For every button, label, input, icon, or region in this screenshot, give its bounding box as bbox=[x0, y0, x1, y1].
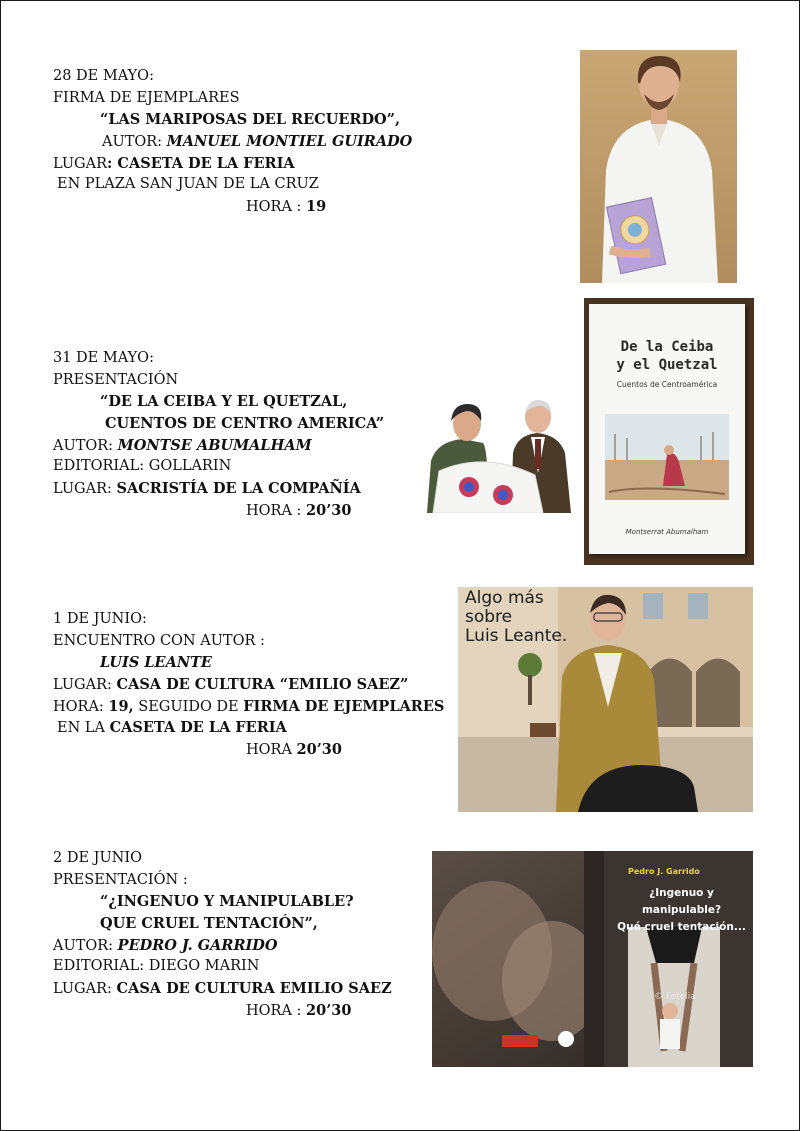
event-1-place2: EN PLAZA SAN JUAN DE LA CRUZ bbox=[57, 176, 319, 193]
leante-caption-3: Luis Leante. bbox=[465, 626, 568, 646]
event-1 bbox=[53, 66, 412, 218]
event-3-place: CASA DE CULTURA “EMILIO SAEZ” bbox=[116, 676, 409, 694]
event-3 bbox=[53, 609, 444, 761]
event-3-type: ENCUENTRO CON AUTOR : bbox=[53, 632, 265, 649]
ceiba-title-2: y el Quetzal bbox=[616, 357, 718, 373]
ingenuo-cover-illustration bbox=[432, 851, 753, 1067]
event-1-place-line bbox=[53, 153, 412, 175]
event-2-hora: 20’30 bbox=[306, 501, 352, 519]
event-1-date: 28 DE MAYO: bbox=[53, 68, 154, 84]
place2-prefix: EN LA bbox=[57, 720, 105, 737]
event-3-hora-line bbox=[53, 739, 444, 761]
event-2-author-line bbox=[53, 435, 384, 457]
event-4-title-1: “¿INGENUO Y MANIPULABLE? bbox=[100, 893, 354, 911]
ingenuo-title bbox=[614, 885, 749, 936]
event-2-editorial: EDITORIAL: GOLLARIN bbox=[53, 458, 232, 475]
ceiba-cover-illustration bbox=[605, 414, 729, 500]
event-2-place-line bbox=[53, 478, 384, 500]
event-4 bbox=[53, 848, 392, 1022]
book-cover-ceiba bbox=[584, 298, 754, 565]
event-3-place-line bbox=[53, 674, 444, 696]
ingenuo-author: Pedro J. Garrido bbox=[628, 867, 700, 876]
place-label: LUGAR: bbox=[53, 981, 112, 998]
event-1-type: FIRMA DE EJEMPLARES bbox=[53, 89, 240, 106]
event-2-title-1: “DE LA CEIBA Y EL QUETZAL, bbox=[100, 393, 348, 411]
leante-photo bbox=[458, 587, 753, 812]
event-4-hora-line bbox=[53, 1000, 392, 1022]
event-3-hora-detail bbox=[53, 696, 444, 718]
event-4-place-line bbox=[53, 978, 392, 1000]
event-3-date: 1 DE JUNIO: bbox=[53, 611, 147, 627]
ingenuo-title-2: Qué cruel tentación... bbox=[617, 921, 746, 933]
ceiba-cover-face bbox=[589, 304, 745, 554]
event-3-place2-line bbox=[53, 717, 444, 739]
author-label: AUTOR: bbox=[53, 937, 114, 954]
event-1-place: : CASETA DE LA FERIA bbox=[107, 154, 295, 172]
hora-label: HORA : bbox=[246, 1002, 302, 1019]
author-label: AUTOR: bbox=[53, 437, 114, 454]
place-label: LUGAR bbox=[53, 155, 108, 172]
hora-time: 19, bbox=[108, 697, 134, 715]
event-2-author: MONTSE ABUMALHAM bbox=[117, 436, 312, 454]
event-1-hora: 19 bbox=[306, 198, 327, 216]
couple-photo bbox=[425, 391, 572, 513]
event-2-hora-line bbox=[53, 500, 384, 522]
event-4-place: CASA DE CULTURA EMILIO SAEZ bbox=[116, 980, 392, 998]
author-label: AUTOR: bbox=[102, 134, 163, 151]
event-4-hora: 20’30 bbox=[306, 1001, 352, 1019]
event-3-hora: 20’30 bbox=[296, 741, 342, 759]
leante-caption-2: sobre bbox=[465, 607, 513, 627]
event-3-author: LUIS LEANTE bbox=[100, 654, 212, 672]
ingenuo-title-1: ¿Ingenuo y manipulable? bbox=[641, 887, 722, 916]
event-3-place2: CASETA DE LA FERIA bbox=[109, 719, 287, 737]
hora-prefix: HORA: bbox=[53, 698, 104, 715]
event-1-hora-line bbox=[53, 196, 412, 218]
event-2-date: 31 DE MAYO: bbox=[53, 350, 154, 366]
event-1-author-line bbox=[53, 131, 412, 153]
hora-bold: FIRMA DE EJEMPLARES bbox=[243, 697, 445, 715]
event-4-date: 2 DE JUNIO bbox=[53, 850, 142, 866]
event-4-type: PRESENTACIÓN : bbox=[53, 871, 188, 888]
event-4-author-line bbox=[53, 935, 392, 957]
event-2 bbox=[53, 348, 384, 522]
hora-label: HORA : bbox=[246, 502, 302, 519]
leante-caption bbox=[465, 589, 567, 646]
event-1-author: MANUEL MONTIEL GUIRADO bbox=[166, 133, 413, 151]
place-label: LUGAR: bbox=[53, 481, 112, 498]
event-2-title-2: CUENTOS DE CENTRO AMERICA” bbox=[105, 415, 385, 433]
hora-mid: SEGUIDO DE bbox=[138, 698, 239, 715]
couple-illustration bbox=[425, 391, 572, 513]
event-1-title: “LAS MARIPOSAS DEL RECUERDO”, bbox=[100, 111, 401, 129]
event-2-type: PRESENTACIÓN bbox=[53, 371, 179, 388]
ceiba-title-1: De la Ceiba bbox=[620, 339, 714, 355]
event-4-author: PEDRO J. GARRIDO bbox=[117, 936, 278, 954]
ceiba-title bbox=[589, 338, 745, 374]
event-2-place: SACRISTÍA DE LA COMPAÑÍA bbox=[116, 480, 361, 498]
book-cover-ingenuo bbox=[432, 851, 753, 1067]
author-portrait-photo bbox=[580, 50, 737, 283]
portrait-illustration bbox=[580, 50, 737, 283]
ceiba-author: Montserrat Abumalham bbox=[625, 528, 709, 536]
fotolia-watermark: © Fotolia bbox=[654, 992, 696, 1002]
hora-label: HORA : bbox=[246, 199, 302, 216]
event-4-editorial: EDITORIAL: DIEGO MARIN bbox=[53, 958, 260, 975]
ceiba-subtitle: Cuentos de Centroamérica bbox=[616, 380, 718, 389]
place-label: LUGAR: bbox=[53, 677, 112, 694]
leante-caption-1: Algo más bbox=[465, 588, 544, 608]
hora-label: HORA bbox=[246, 742, 292, 759]
event-4-title-2: QUE CRUEL TENTACIÓN”, bbox=[100, 915, 318, 933]
